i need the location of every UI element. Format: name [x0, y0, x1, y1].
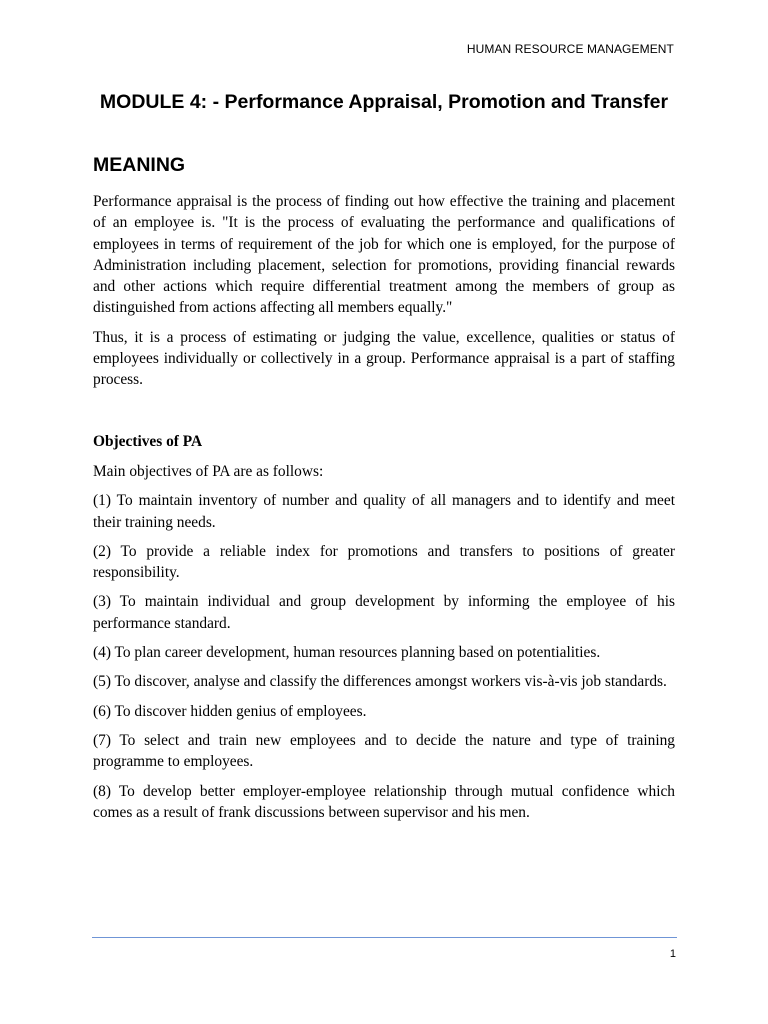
objective-item: (8) To develop better employer-employee relationship through mutual confidence which comes as a result of frank discussions between supervisor and his men.: [93, 782, 675, 821]
running-header: HUMAN RESOURCE MANAGEMENT: [466, 42, 674, 56]
document-body: [93, 191, 675, 831]
paragraph: Performance appraisal is the process of finding out how effective the training and placement of an employee is. "It is the process of evaluating the performance and qualifications of employees in terms of requirement of the job for which one is employed, for the purpose of Administration including placement, selection for promotions, providing financial rewards and other actions which require differential treatment among the members of group as distinguished from actions affecting all members equally.": [93, 193, 675, 317]
page-number: 1: [669, 948, 676, 960]
module-title: MODULE 4: - Performance Appraisal, Promotion and Transfer: [99, 91, 669, 113]
objective-item: (4) To plan career development, human resources planning based on potentialities.: [93, 644, 601, 662]
paragraph: Thus, it is a process of estimating or judging the value, excellence, qualities or status of employees individually or collectively in a group. Performance appraisal is a part of staffing process.: [93, 328, 675, 389]
objective-item: (6) To discover hidden genius of employees.: [93, 702, 367, 720]
objectives-heading: Objectives of PA: [93, 432, 203, 450]
objective-item: (7) To select and train new employees and to decide the nature and type of training programme to employees.: [93, 731, 675, 771]
objective-item: (5) To discover, analyse and classify the differences amongst workers vis-à-vis job standards.: [93, 673, 667, 691]
section-heading-meaning: MEANING: [93, 154, 186, 176]
objective-item: (1) To maintain inventory of number and quality of all managers and to identify and meet their training needs.: [93, 492, 675, 531]
objective-item: (2) To provide a reliable index for promotions and transfers to positions of greater responsibility.: [93, 542, 675, 582]
footer-divider: [92, 937, 677, 938]
objectives-intro: Main objectives of PA are as follows:: [93, 462, 324, 480]
objective-item: (3) To maintain individual and group development by informing the employee of his performance standard.: [93, 593, 675, 632]
